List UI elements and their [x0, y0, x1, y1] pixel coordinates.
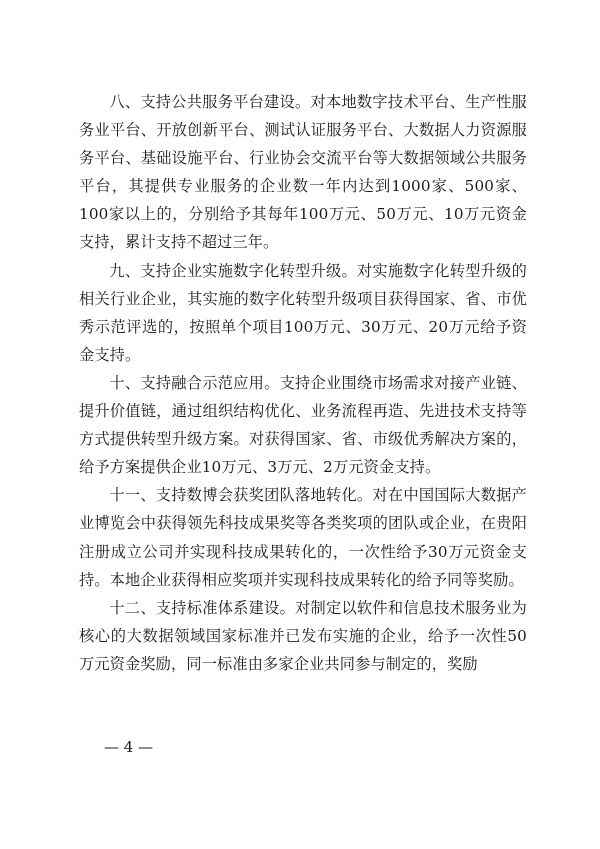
page-number: — 4 — — [104, 738, 154, 756]
paragraph-8-public-service-platform: 八、支持公共服务平台建设。对本地数字技术平台、生产性服务业平台、开放创新平台、测试认证服务平台、大数据人力资源服务平台、基础设施平台、行业协会交流平台等大数据领域公共服务平台，其提供专业服务的企业数一年内达到1000家、500家、100家以上的，分别给予其每年100万元、50万元、10万元资金支持，累计支持不超过三年。 — [79, 93, 527, 252]
paragraph-10-integration-demonstration: 十、支持融合示范应用。支持企业围绕市场需求对接产业链、提升价值链，通过组织结构优化、业务流程再造、先进技术支持等方式提供转型升级方案。对获得国家、省、市级优秀解决方案的，给予方案提供企业10万元、3万元、2万元资金支持。 — [79, 373, 527, 477]
document-body — [79, 88, 527, 678]
paragraph-9-digital-transformation: 九、支持企业实施数字化转型升级。对实施数字化转型升级的相关行业企业，其实施的数字化转型升级项目获得国家、省、市优秀示范评选的，按照单个项目100万元、30万元、20万元给予资金支持。 — [79, 261, 527, 364]
paragraph-12-standards-system: 十二、支持标准体系建设。对制定以软件和信息技术服务业为核心的大数据领域国家标准并已发布实施的企业，给予一次性50万元资金奖励，同一标准由多家企业共同参与制定的，奖励 — [79, 598, 527, 673]
paragraph-11-expo-award-teams: 十一、支持数博会获奖团队落地转化。对在中国国际大数据产业博览会中获得领先科技成果奖等各类奖项的团队或企业，在贵阳注册成立公司并实现科技成果转化的，一次性给予30万元资金支持。本地企业获得相应奖项并实现科技成果转化的给予同等奖励。 — [79, 486, 527, 589]
